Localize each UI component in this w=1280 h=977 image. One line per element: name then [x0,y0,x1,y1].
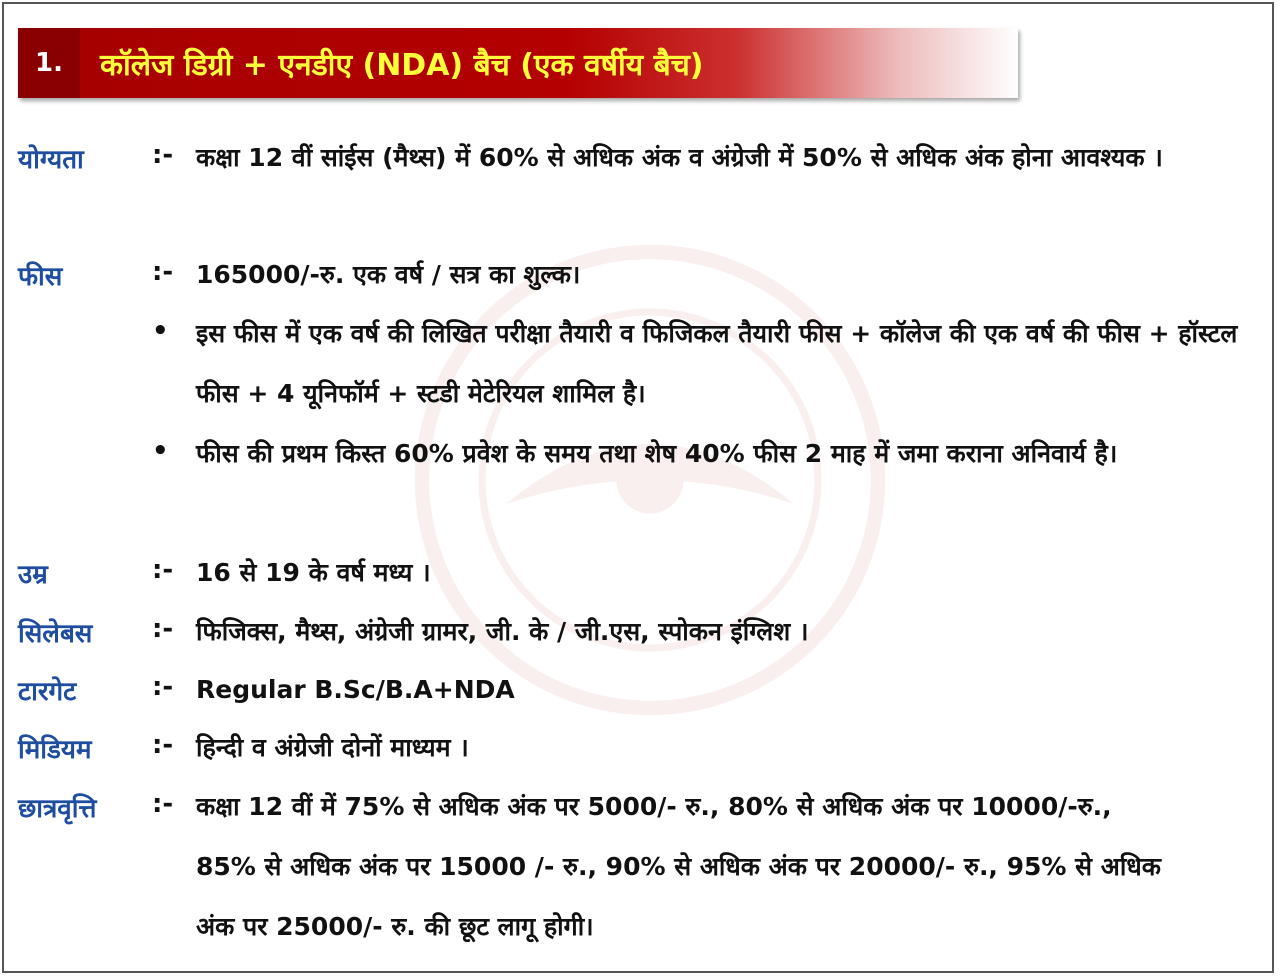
separator: :- [152,672,174,702]
scholarship-text: कक्षा 12 वीं में 75% से अधिक अंक पर 5000/- रु., 80% से अधिक अंक पर 10000/-रु., 85% से अधिक अंक पर 15000 /- रु., 90% से अधिक अंक पर 20000/- रु., 95% से अधिक अंक पर 25000/- रु. की छूट लागू होगी। [196,792,1161,941]
age-text: 16 से 19 के वर्ष मध्य । [196,558,431,587]
label-target: टारगेट [18,677,77,707]
target-text: Regular B.Sc/B.A+NDA [196,675,515,704]
section-number: 1. [18,28,80,98]
separator: :- [152,789,174,819]
separator: :- [152,140,174,170]
label-fees: फीस [18,262,63,292]
bullet-icon: • [152,316,169,346]
separator: :- [152,555,174,585]
label-age: उम्र [18,560,48,590]
syllabus-text: फिजिक्स, मैथ्स, अंग्रेजी ग्रामर, जी. के / जी.एस, स्पोकन इंग्लिश । [196,617,809,646]
label-medium: मिडियम [18,735,92,765]
bullet-icon: • [152,436,169,466]
label-scholarship: छात्रवृत्ति [18,794,97,824]
fees-bullet-installments: फीस की प्रथम किस्त 60% प्रवेश के समय तथा शेष 40% फीस 2 माह में जमा कराना अनिवार्य है। [196,439,1118,468]
eligibility-text: कक्षा 12 वीं सांईस (मैथ्स) में 60% से अधिक अंक व अंग्रेजी में 50% से अधिक अंक होना आवश्यक । [196,143,1163,172]
fees-bullet-inclusions: इस फीस में एक वर्ष की लिखित परीक्षा तैयारी व फिजिकल तैयारी फीस + कॉलेज की एक वर्ष की फीस + हॉस्टल फीस + 4 यूनिफॉर्म + स्टडी मेटेरियल शामिल है। [196,319,1238,408]
fees-text: 165000/-रु. एक वर्ष / सत्र का शुल्क। [196,260,581,289]
separator: :- [152,257,174,287]
medium-text: हिन्दी व अंग्रेजी दोनों माध्यम । [196,733,469,762]
section-title: कॉलेज डिग्री + एनडीए (NDA) बैच (एक वर्षीय बैच) [100,47,704,83]
label-eligibility: योग्यता [18,145,84,175]
separator: :- [152,614,174,644]
separator: :- [152,730,174,760]
label-syllabus: सिलेबस [18,619,93,649]
